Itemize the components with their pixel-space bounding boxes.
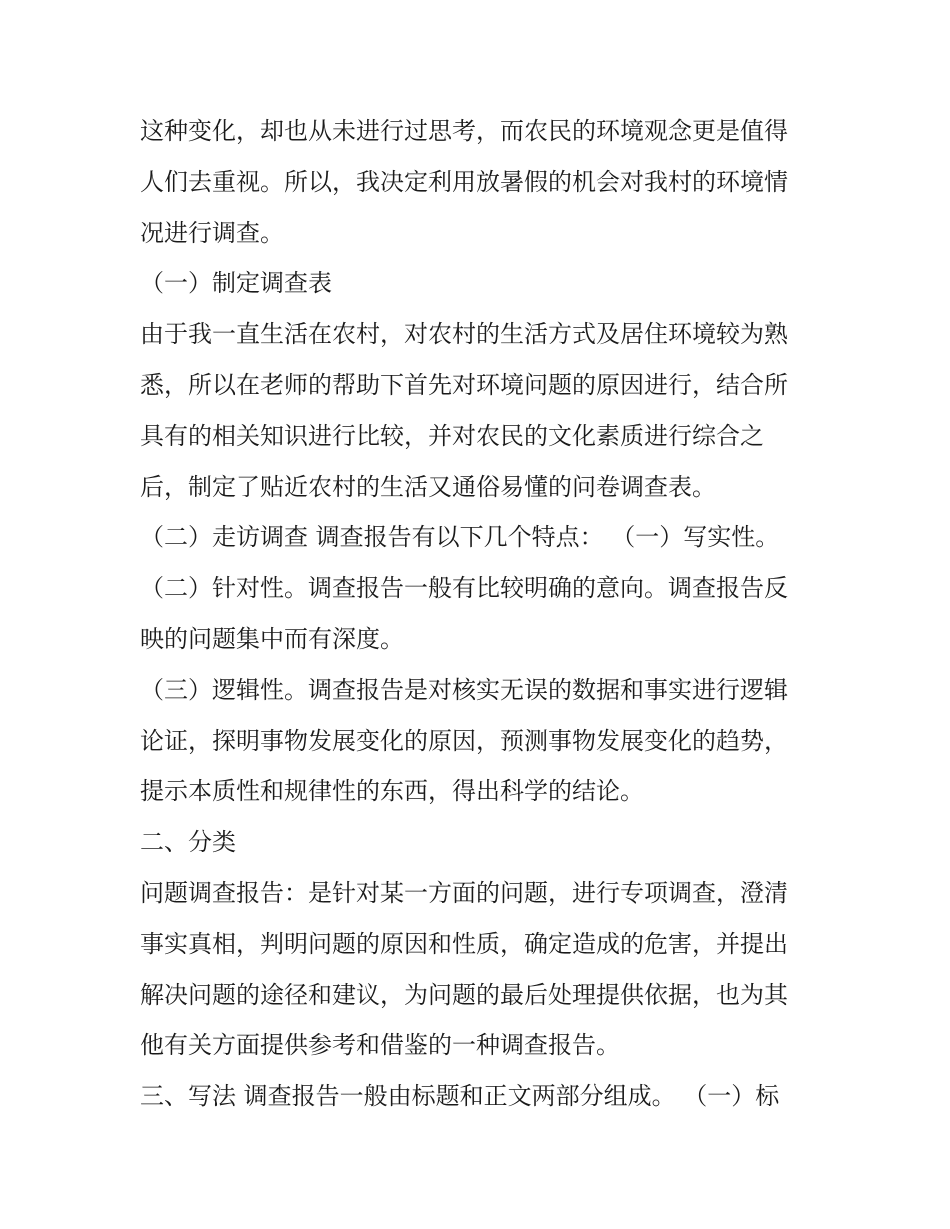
text-line: 人们去重视。所以，我决定利用放暑假的机会对我村的环境情: [140, 167, 788, 196]
text-line: 问题调查报告：是针对某一方面的问题，进行专项调查，澄清: [140, 878, 788, 907]
body-text: [140, 106, 820, 1122]
text-line: 悉，所以在老师的帮助下首先对环境问题的原因进行，结合所: [140, 370, 788, 399]
text-line: 映的问题集中而有深度。: [140, 624, 404, 653]
text-line: （三）逻辑性。调查报告是对核实无误的数据和事实进行逻辑: [140, 675, 788, 704]
text-line: 具有的相关知识进行比较，并对农民的文化素质进行综合之: [140, 421, 764, 450]
text-line: 后，制定了贴近农村的生活又通俗易懂的问卷调查表。: [140, 472, 716, 501]
text-line: （二）针对性。调查报告一般有比较明确的意向。调查报告反: [140, 574, 788, 603]
section-heading: 二、分类: [140, 828, 236, 857]
text-line: 三、写法 调查报告一般由标题和正文两部分组成。 （一）标: [140, 1082, 780, 1111]
section-heading: （一）制定调查表: [140, 269, 332, 298]
text-line: 他有关方面提供参考和借鉴的一种调查报告。: [140, 1031, 620, 1060]
text-line: 这种变化，却也从未进行过思考，而农民的环境观念更是值得: [140, 117, 788, 145]
text-line: 提示本质性和规律性的东西，得出科学的结论。: [140, 777, 644, 806]
text-line: 事实真相，判明问题的原因和性质，确定造成的危害，并提出: [140, 929, 788, 958]
text-line: 由于我一直生活在农村，对农村的生活方式及居住环境较为熟: [140, 320, 788, 349]
text-line: 解决问题的途径和建议，为问题的最后处理提供依据，也为其: [140, 980, 788, 1009]
text-line: 论证，探明事物发展变化的原因，预测事物发展变化的趋势，: [140, 726, 788, 755]
text-line: （二）走访调查 调查报告有以下几个特点： （一）写实性。: [140, 523, 780, 552]
text-line: 况进行调查。: [140, 218, 284, 247]
